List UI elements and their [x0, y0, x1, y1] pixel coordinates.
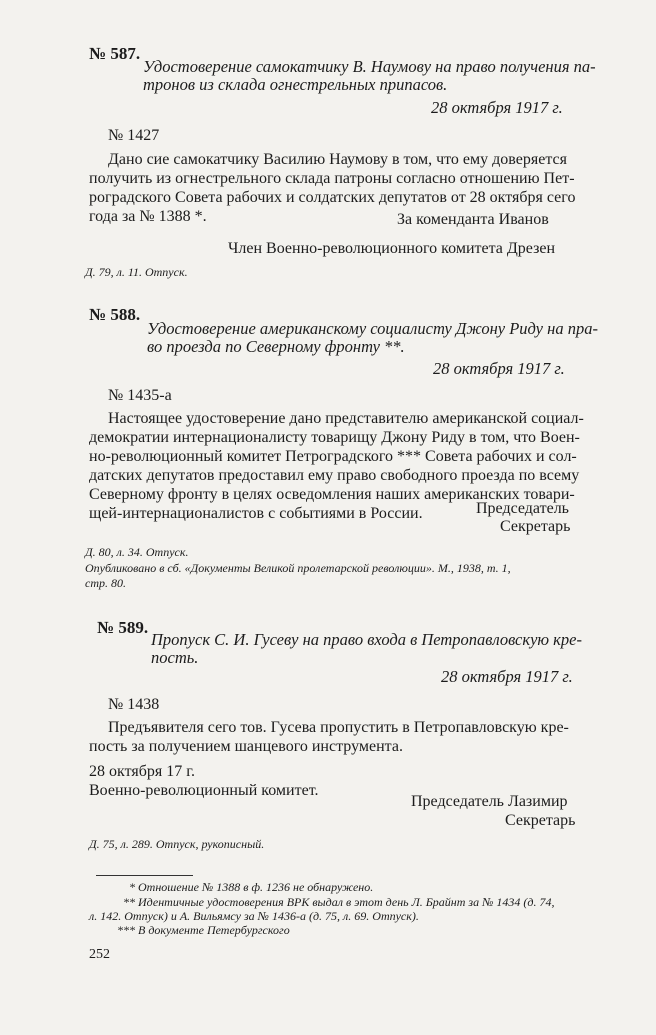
footnote: л. 142. Отпуск) и А. Вильямсу за № 1436-а (д. 75, л. 69. Отпуск). [89, 909, 419, 923]
body-line: Северному фронту в целях осведомления наших американских товари- [89, 486, 575, 503]
body-line: но-революционный комитет Петроградского *** Совета рабочих и сол- [89, 448, 577, 465]
footnote: * Отношение № 1388 в ф. 1236 не обнаружено. [129, 880, 374, 894]
doc-number: № 588. [89, 305, 141, 324]
body-line: роградского Совета рабочих и солдатских депутатов от 28 октября сего [89, 189, 576, 206]
doc-number: № 589. [97, 618, 149, 637]
doc-reg-number: № 1427 [108, 127, 160, 144]
body-line: Дано сие самокатчику Василию Наумову в том, что ему доверяется [108, 151, 567, 168]
doc-date: 28 октября 1917 г. [441, 667, 573, 686]
publication-source: стр. 80. [85, 576, 126, 590]
signature: За коменданта Иванов [397, 211, 549, 228]
signature: Председатель [476, 500, 569, 517]
body-line: щей-интернационалистов с событиями в России. [89, 505, 423, 522]
signature: Секретарь [505, 812, 576, 829]
publication-source: Опубликовано в сб. «Документы Великой пролетарской революции». М., 1938, т. 1, [85, 561, 511, 575]
archive-source: Д. 75, л. 289. Отпуск, рукописный. [89, 837, 265, 851]
doc-title-line: тронов из склада огнестрельных припасов. [143, 75, 448, 94]
doc-reg-number: № 1438 [108, 696, 160, 713]
doc-number: № 587. [89, 44, 141, 63]
archive-source: Д. 79, л. 11. Отпуск. [85, 265, 188, 279]
footnote-divider [96, 875, 193, 876]
page-number: 252 [89, 947, 110, 962]
body-line: пость за получением шанцевого инструмента. [89, 738, 403, 755]
archive-source: Д. 80, л. 34. Отпуск. [85, 545, 189, 559]
doc-title-line: Удостоверение самокатчику В. Наумову на право получения па- [143, 57, 596, 76]
body-line: Военно-революционный комитет. [89, 782, 319, 799]
body-line: получить из огнестрельного склада патроны согласно отношению Пет- [89, 170, 575, 187]
doc-title-line: Пропуск С. И. Гусеву на право входа в Петропавловскую кре- [151, 630, 582, 649]
doc-title-line: во проезда по Северному фронту **. [147, 337, 405, 356]
footnote: *** В документе Петербургского [117, 923, 290, 937]
doc-date: 28 октября 1917 г. [433, 359, 565, 378]
doc-date: 28 октября 1917 г. [431, 98, 563, 117]
doc-reg-number: № 1435-а [108, 387, 172, 404]
body-line: демократии интернационалисту товарищу Джону Риду в том, что Воен- [89, 429, 580, 446]
signature: Член Военно-революционного комитета Дрезен [228, 240, 556, 257]
body-line: датских депутатов предоставил ему право свободного проезда по всему [89, 467, 580, 484]
signature: Секретарь [500, 518, 571, 535]
body-line: Настоящее удостоверение дано представителю американской социал- [108, 410, 584, 427]
footnote: ** Идентичные удостоверения ВРК выдал в этот день Л. Брайнт за № 1434 (д. 74, [123, 895, 555, 909]
body-line: года за № 1388 *. [89, 208, 207, 225]
doc-title-line: пость. [151, 648, 199, 667]
body-line: Предъявителя сего тов. Гусева пропустить в Петропавловскую кре- [108, 719, 569, 736]
signature: Председатель Лазимир [411, 793, 568, 810]
body-line: 28 октября 17 г. [89, 763, 195, 780]
doc-title-line: Удостоверение американскому социалисту Джону Риду на пра- [147, 319, 598, 338]
